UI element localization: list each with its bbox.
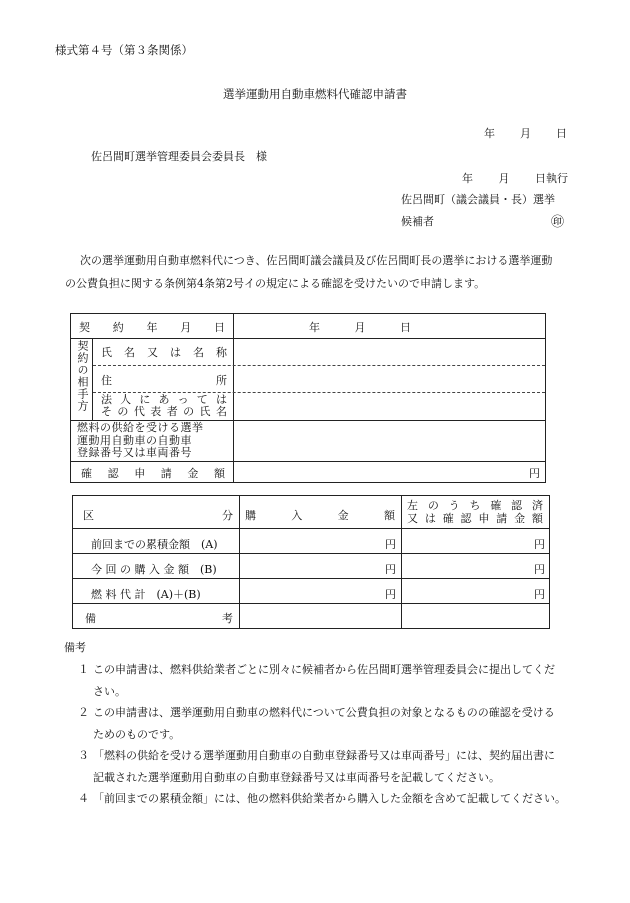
note-text: この申請書は、燃料供給業者ごとに別々に候補者から佐呂間町選挙管理委員会に提出してくだ bbox=[93, 663, 555, 676]
remarks-label bbox=[85, 610, 233, 626]
table-row-label: 燃 料 代 計 (A)＋(B) bbox=[91, 588, 201, 601]
election-year: 年 bbox=[462, 172, 473, 185]
vehicle-number-field[interactable] bbox=[234, 421, 546, 461]
header-char: 請 bbox=[496, 512, 508, 525]
previous-total-confirmed-field[interactable] bbox=[402, 529, 549, 553]
representative-field[interactable] bbox=[234, 393, 546, 420]
application-table bbox=[70, 313, 546, 483]
header-confirmed-amount bbox=[407, 499, 543, 525]
remarks-field[interactable] bbox=[240, 604, 549, 628]
representative-label bbox=[101, 394, 227, 418]
yen-unit: 円 bbox=[534, 588, 545, 601]
header-char: 額 bbox=[531, 512, 543, 525]
label-char: 者 bbox=[166, 405, 178, 418]
header-char: 左 bbox=[407, 499, 418, 512]
date-month: 月 bbox=[520, 127, 531, 140]
header-char: 区 bbox=[83, 509, 94, 522]
election-name: 佐呂間町（議会議員・長）選挙 bbox=[401, 193, 555, 206]
label-char: 名 bbox=[124, 346, 135, 359]
value-char: 日 bbox=[400, 321, 411, 334]
label-char: 備 bbox=[85, 612, 96, 625]
contract-date-label bbox=[79, 319, 225, 335]
contract-party-label-cell bbox=[71, 338, 93, 420]
header-category bbox=[83, 507, 233, 523]
label-char: 約 bbox=[112, 321, 124, 334]
label-char: て bbox=[196, 393, 208, 406]
label-char: 申 bbox=[134, 467, 146, 480]
submission-date bbox=[484, 125, 567, 141]
label-char: 金 bbox=[187, 467, 199, 480]
total-confirmed-field[interactable] bbox=[402, 579, 549, 603]
header-char: 購 bbox=[245, 509, 256, 522]
current-confirmed-field[interactable] bbox=[402, 554, 549, 578]
amount-breakdown-table bbox=[72, 495, 550, 629]
label-char: 月 bbox=[180, 321, 192, 334]
table-row-label: 前回までの累積金額 (A) bbox=[91, 538, 218, 551]
note-text: 記載された選挙運動用自動車の自動車登録番号又は車両番号を記載してください。 bbox=[93, 771, 500, 784]
yen-unit: 円 bbox=[385, 538, 396, 551]
note-text: この申請書は、選挙運動用自動車の燃料代について公費負担の対象となるものの確認を受ける bbox=[93, 706, 555, 719]
label-char: そ bbox=[101, 405, 112, 418]
label-char: 氏 bbox=[101, 346, 112, 359]
note-text: 「前回までの累積金額」には、他の燃料供給業者から購入した金額を含めて記載してください。 bbox=[93, 792, 566, 805]
date-year: 年 bbox=[484, 127, 495, 140]
label-char: 住 bbox=[101, 374, 112, 387]
header-char: 確 bbox=[490, 499, 502, 512]
yen-unit: 円 bbox=[534, 538, 545, 551]
name-label bbox=[101, 344, 227, 360]
previous-total-purchase-field[interactable] bbox=[240, 529, 400, 553]
label-char: 日 bbox=[214, 321, 225, 334]
requested-amount-field[interactable] bbox=[234, 462, 540, 482]
header-char: 確 bbox=[442, 512, 454, 525]
label-char: は bbox=[215, 393, 227, 406]
address-field[interactable] bbox=[234, 366, 546, 392]
header-purchase-amount bbox=[245, 507, 395, 523]
contract-date-value[interactable] bbox=[309, 319, 411, 335]
seal-icon: ㊞ bbox=[551, 215, 565, 230]
label-char: 名 bbox=[193, 346, 204, 359]
note-number: １ bbox=[78, 663, 89, 676]
contract-party-label: 契約の相手方 bbox=[76, 340, 89, 412]
yen-unit: 円 bbox=[529, 467, 540, 480]
label-char: 称 bbox=[216, 346, 227, 359]
yen-unit: 円 bbox=[534, 563, 545, 576]
header-char: ち bbox=[469, 499, 481, 512]
note-number: ２ bbox=[78, 706, 89, 719]
value-char: 月 bbox=[354, 321, 366, 334]
label-char: 所 bbox=[216, 374, 227, 387]
note-text: さい。 bbox=[93, 685, 126, 698]
header-char: 入 bbox=[291, 509, 303, 522]
note-text: 「燃料の供給を受ける選挙運動用自動車の自動車登録番号又は車両番号」には、契約届出書に bbox=[93, 749, 555, 762]
header-char: の bbox=[427, 499, 439, 512]
label-char: の bbox=[117, 405, 129, 418]
current-purchase-field[interactable] bbox=[240, 554, 400, 578]
label-char: 年 bbox=[146, 321, 158, 334]
label-char: 又 bbox=[147, 346, 158, 359]
name-field[interactable] bbox=[234, 339, 546, 365]
header-char: 認 bbox=[511, 499, 523, 512]
header-char: 金 bbox=[514, 512, 526, 525]
header-char: 認 bbox=[460, 512, 472, 525]
label-char: 人 bbox=[120, 393, 132, 406]
label-char: は bbox=[170, 346, 181, 359]
label-char: 代 bbox=[133, 405, 145, 418]
label-char: 請 bbox=[160, 467, 172, 480]
body-text-line-2: の公費負担に関する条例第4条第2号イの規定による確認を受けたいので申請します。 bbox=[65, 277, 486, 290]
label-char: の bbox=[183, 405, 195, 418]
header-char: 申 bbox=[478, 512, 490, 525]
yen-unit: 円 bbox=[385, 588, 396, 601]
document-title: 選挙運動用自動車燃料代確認申請書 bbox=[223, 87, 407, 101]
label-char: 氏 bbox=[199, 405, 211, 418]
election-date bbox=[462, 170, 568, 186]
header-char: 又 bbox=[407, 512, 418, 525]
label-line: 登録番号又は車両番号 bbox=[77, 446, 192, 459]
election-month: 月 bbox=[498, 172, 510, 185]
header-char: は bbox=[424, 512, 436, 525]
label-char: あ bbox=[158, 393, 170, 406]
total-purchase-field[interactable] bbox=[240, 579, 400, 603]
label-char: 名 bbox=[215, 405, 227, 418]
header-char: 額 bbox=[383, 509, 395, 522]
table-row-label: 今 回 の 購 入 金 額 (B) bbox=[91, 563, 217, 576]
election-day: 日執行 bbox=[535, 172, 568, 185]
body-text-line-1: 次の選挙運動用自動車燃料代につき、佐呂間町議会議員及び佐呂間町長の選挙における選挙運動 bbox=[80, 254, 553, 267]
form-number: 様式第４号（第３条関係） bbox=[55, 43, 193, 57]
value-char: 年 bbox=[309, 321, 320, 334]
note-number: ４ bbox=[78, 792, 89, 805]
requested-amount-label bbox=[81, 465, 225, 481]
label-char: 法 bbox=[101, 393, 112, 406]
label-char: 額 bbox=[213, 467, 225, 480]
addressee: 佐呂間町選挙管理委員会委員長 様 bbox=[91, 150, 267, 163]
yen-unit: 円 bbox=[385, 563, 396, 576]
label-char: に bbox=[139, 393, 151, 406]
notes-title: 備考 bbox=[64, 641, 86, 654]
label-char: 契 bbox=[79, 321, 90, 334]
note-text: ためのものです。 bbox=[93, 728, 181, 741]
label-char: っ bbox=[177, 393, 189, 406]
candidate-label: 候補者 bbox=[401, 215, 434, 228]
label-line: 燃料の供給を受ける選挙 bbox=[77, 421, 204, 434]
note-number: ３ bbox=[78, 749, 89, 762]
vehicle-number-label bbox=[77, 422, 227, 460]
header-char: う bbox=[448, 499, 460, 512]
label-char: 考 bbox=[222, 612, 233, 625]
header-char: 金 bbox=[337, 509, 349, 522]
label-char: 確 bbox=[81, 467, 92, 480]
label-char: 表 bbox=[150, 405, 162, 418]
header-char: 分 bbox=[222, 509, 233, 522]
date-day: 日 bbox=[556, 127, 567, 140]
label-char: 認 bbox=[107, 467, 119, 480]
address-label bbox=[101, 372, 227, 388]
header-char: 済 bbox=[531, 499, 543, 512]
label-line: 運動用自動車の自動車 bbox=[77, 433, 192, 447]
